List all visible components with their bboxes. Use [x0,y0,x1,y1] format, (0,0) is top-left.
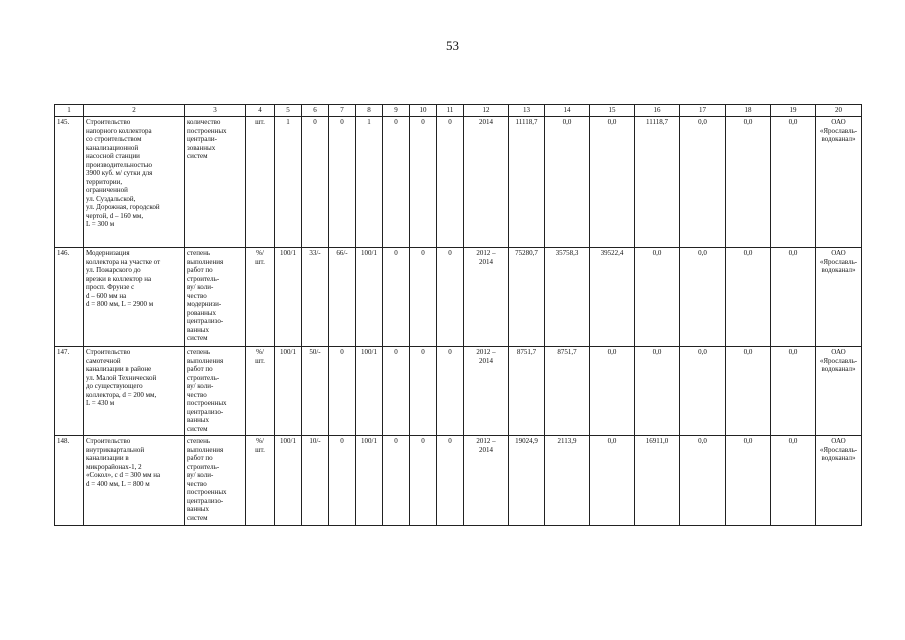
table-row [55,347,862,436]
organization-cell: ОАО «Ярославль- водоканал» [816,117,862,248]
column-header: 3 [185,105,246,117]
amount-cell: 0,0 [771,347,816,436]
table-row [55,117,862,248]
period-cell: 2012 – 2014 [464,347,509,436]
value-cell: 0 [410,436,437,526]
column-header: 1 [55,105,84,117]
amount-cell: 0,0 [635,248,680,347]
column-header: 10 [410,105,437,117]
value-cell: 0 [329,117,356,248]
value-cell: 0 [410,248,437,347]
value-cell: 66/- [329,248,356,347]
amount-cell: 2113,9 [545,436,590,526]
column-header: 6 [302,105,329,117]
value-cell: 1 [275,117,302,248]
column-header: 12 [464,105,509,117]
amount-cell: 0,0 [726,436,771,526]
column-header: 19 [771,105,816,117]
value-cell: 100/1 [275,347,302,436]
amount-cell: 0,0 [771,436,816,526]
amount-cell: 11118,7 [509,117,545,248]
column-header: 17 [680,105,726,117]
value-cell: 100/1 [356,436,383,526]
value-cell: 0 [329,436,356,526]
value-cell: 50/- [302,347,329,436]
column-header: 7 [329,105,356,117]
amount-cell: 0,0 [590,436,635,526]
value-cell: 33/- [302,248,329,347]
column-header: 9 [383,105,410,117]
activity-name: Модернизация коллектора на участке от ул. Пожарского до врезки в коллектор на просп. Фрунзе с d – 600 мм на d = 800 мм, L = 2900 м [84,248,185,347]
column-header: 11 [437,105,464,117]
column-header: 16 [635,105,680,117]
value-cell: 100/1 [356,248,383,347]
table-row [55,436,862,526]
organization-cell: ОАО «Ярославль- водоканал» [816,347,862,436]
value-cell: 0 [437,117,464,248]
period-cell: 2012 – 2014 [464,248,509,347]
amount-cell: 16911,0 [635,436,680,526]
value-cell: 0 [437,347,464,436]
amount-cell: 19024,9 [509,436,545,526]
amount-cell: 0,0 [771,248,816,347]
value-cell: 0 [383,347,410,436]
program-table [54,104,862,526]
row-number: 146. [55,248,84,347]
amount-cell: 0,0 [771,117,816,248]
amount-cell: 0,0 [590,117,635,248]
amount-cell: 35758,3 [545,248,590,347]
value-cell: 0 [410,117,437,248]
unit: шт. [246,117,275,248]
value-cell: 0 [383,117,410,248]
activity-name: Строительство самотечной канализации в районе ул. Малой Технической до существующего коллектора, d = 200 мм, L = 430 м [84,347,185,436]
amount-cell: 0,0 [680,117,726,248]
value-cell: 0 [437,436,464,526]
amount-cell: 0,0 [726,248,771,347]
column-header: 14 [545,105,590,117]
column-header: 15 [590,105,635,117]
value-cell: 1 [356,117,383,248]
page-number: 53 [446,38,459,53]
amount-cell: 0,0 [726,347,771,436]
organization-cell: ОАО «Ярославль- водоканал» [816,436,862,526]
period-cell: 2014 [464,117,509,248]
column-header: 2 [84,105,185,117]
amount-cell: 11118,7 [635,117,680,248]
row-number: 145. [55,117,84,248]
value-cell: 100/1 [356,347,383,436]
header-row [55,105,862,117]
indicator-name: степень выполнения работ по строитель- ву/ коли- чество построенных централизо- ванных систем [185,436,246,526]
indicator-name: степень выполнения работ по строитель- ву/ коли- чество построенных централизо- ванных систем [185,347,246,436]
value-cell: 100/1 [275,436,302,526]
row-number: 148. [55,436,84,526]
column-header: 20 [816,105,862,117]
value-cell: 0 [383,436,410,526]
amount-cell: 8751,7 [545,347,590,436]
activity-name: Строительство напорного коллектора со строительством канализационной насосной станции производительностью 3900 куб. м/ сутки для территории, ограниченной ул. Суздальской, ул. Дорожная, городской чертой, d – 160 мм, L = 300 м [84,117,185,248]
amount-cell: 75280,7 [509,248,545,347]
value-cell: 0 [410,347,437,436]
unit: %/ шт. [246,248,275,347]
value-cell: 0 [383,248,410,347]
amount-cell: 0,0 [680,347,726,436]
value-cell: 0 [437,248,464,347]
column-header: 13 [509,105,545,117]
amount-cell: 0,0 [590,347,635,436]
organization-cell: ОАО «Ярославль- водоканал» [816,248,862,347]
amount-cell: 8751,7 [509,347,545,436]
value-cell: 0 [329,347,356,436]
amount-cell: 0,0 [726,117,771,248]
table-row [55,248,862,347]
unit: %/ шт. [246,347,275,436]
row-number: 147. [55,347,84,436]
amount-cell: 0,0 [680,248,726,347]
amount-cell: 0,0 [635,347,680,436]
activity-name: Строительство внутриквартальной канализации в микрорайонах-1, 2 «Сокол», с d = 300 мм на d = 400 мм, L = 800 м [84,436,185,526]
amount-cell: 39522,4 [590,248,635,347]
amount-cell: 0,0 [545,117,590,248]
value-cell: 100/1 [275,248,302,347]
indicator-name: степень выполнения работ по строитель- ву/ коли- чество модернизи- рованных централизо- ванных систем [185,248,246,347]
indicator-name: количество построенных централи- зованных систем [185,117,246,248]
amount-cell: 0,0 [680,436,726,526]
value-cell: 10/- [302,436,329,526]
column-header: 18 [726,105,771,117]
period-cell: 2012 – 2014 [464,436,509,526]
column-header: 5 [275,105,302,117]
unit: %/ шт. [246,436,275,526]
value-cell: 0 [302,117,329,248]
column-header: 4 [246,105,275,117]
column-header: 8 [356,105,383,117]
